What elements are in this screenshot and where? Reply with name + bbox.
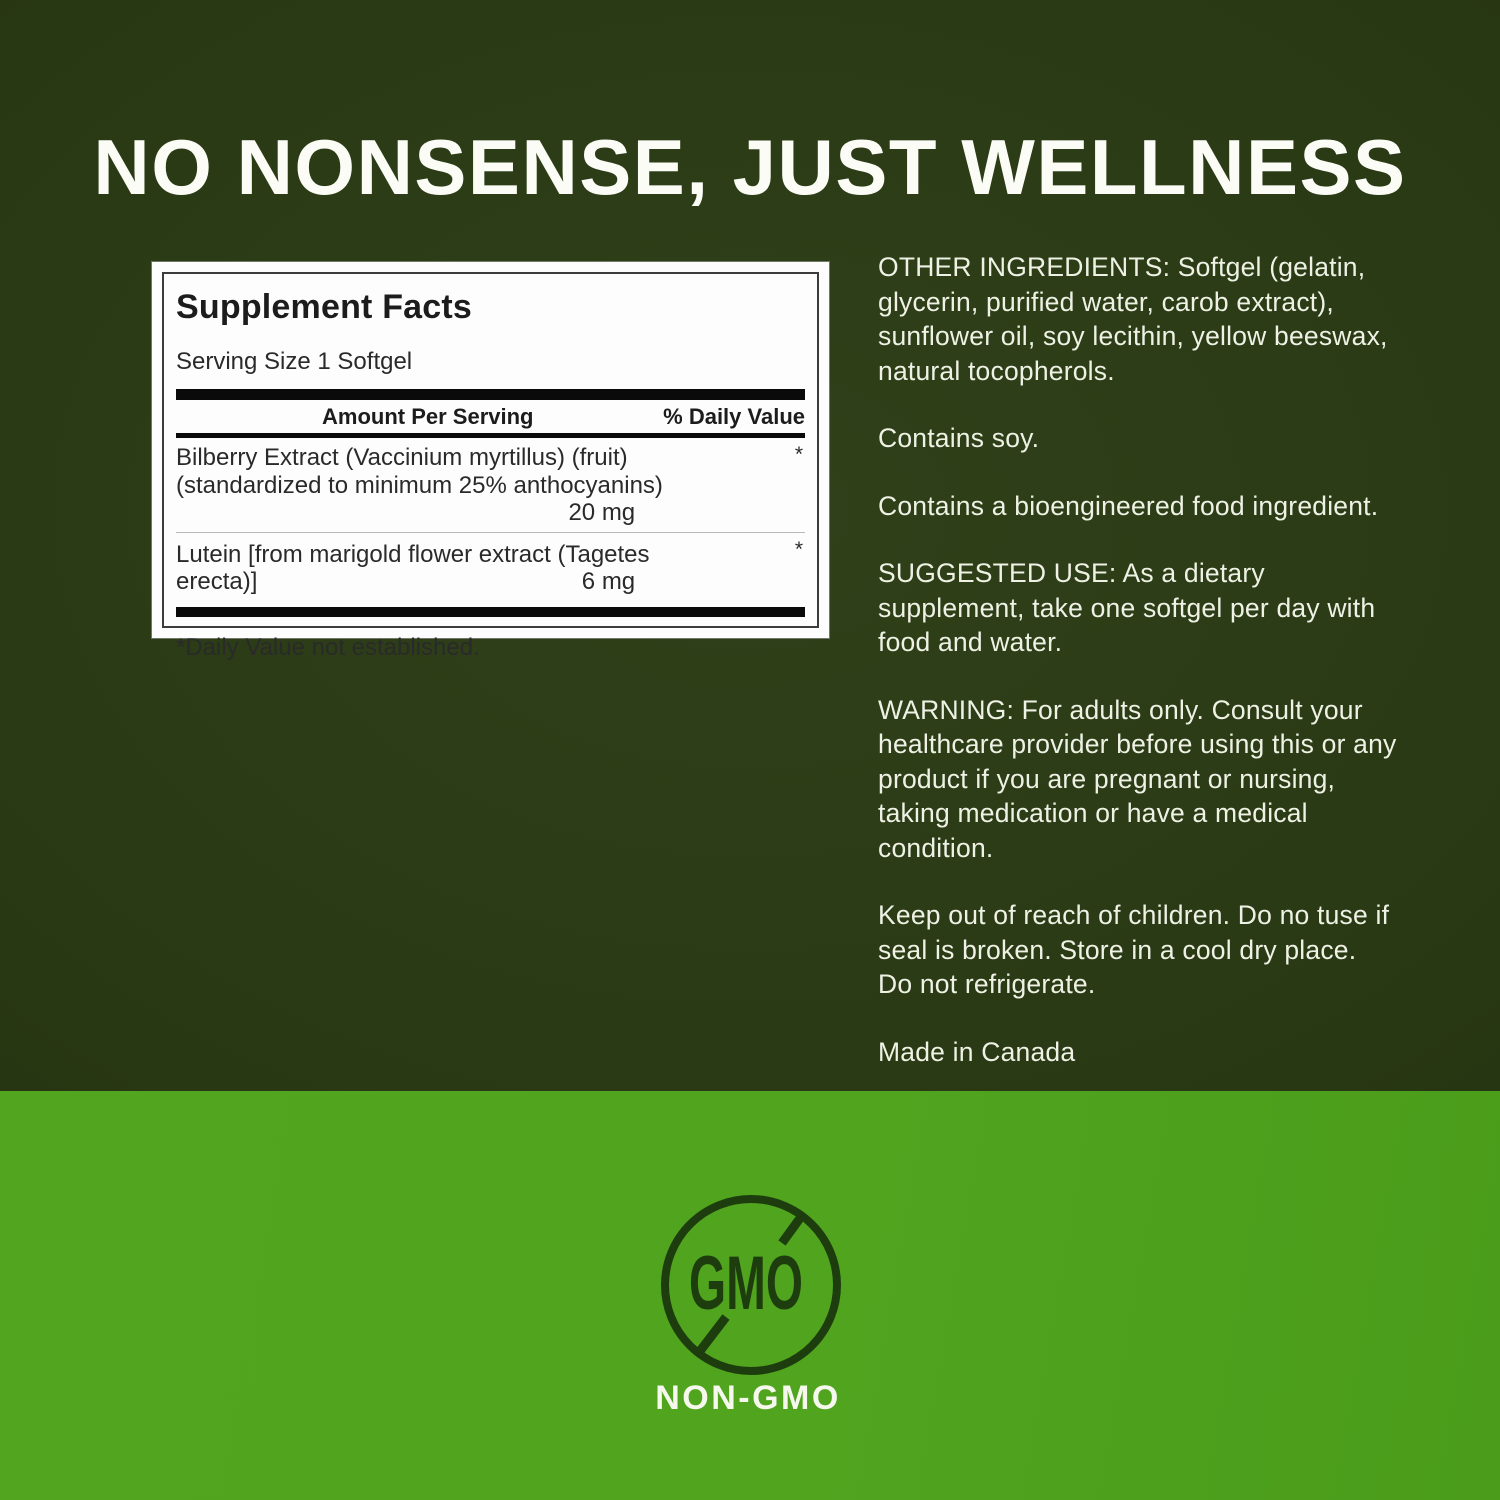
- non-gmo-label: NON-GMO: [655, 1379, 841, 1417]
- table-divider-thick-bottom: [176, 607, 805, 617]
- storage-text: Keep out of reach of children. Do no tuse if seal is broken. Store in a cool dry place. Do not refrigerate.: [878, 900, 1390, 999]
- daily-value-asterisk: *: [794, 537, 803, 561]
- ingredient-name-line1: Bilberry Extract (Vaccinium myrtillus) (fruit): [176, 444, 628, 471]
- made-in-canada-text: Made in Canada: [878, 1036, 1076, 1067]
- table-row: [176, 533, 805, 607]
- daily-value-footnote: *Daily Value not established.: [176, 633, 480, 661]
- contains-soy-text: Contains soy.: [878, 423, 1040, 453]
- warning-text: WARNING: For adults only. Consult your healthcare provider before using this or any product if you are pregnant or nursing, taking medication or have a medical condition.: [878, 694, 1397, 863]
- ingredient-name-line2: erecta)]: [176, 568, 258, 595]
- info-column: [878, 250, 1398, 1102]
- daily-value-asterisk: *: [794, 443, 803, 466]
- suggested-use-text: SUGGESTED USE: As a dietary supplement, take one softgel per day with food and water.: [878, 558, 1376, 657]
- column-header-daily-value: % Daily Value: [663, 404, 805, 429]
- table-divider-thick-top: [176, 389, 805, 400]
- supplement-facts-heading: Supplement Facts: [176, 288, 473, 326]
- serving-size: Serving Size 1 Softgel: [176, 348, 413, 375]
- ingredient-name-line2: (standardized to minimum 25% anthocyanins): [176, 471, 663, 499]
- gmo-icon-text: GMO: [689, 1241, 803, 1326]
- column-header-amount: Amount Per Serving: [322, 404, 534, 429]
- other-ingredients-text: OTHER INGREDIENTS: Softgel (gelatin, glycerin, purified water, carob extract), sunflower oil, soy lecithin, yellow beeswax, natural tocopherols.: [878, 252, 1388, 386]
- ingredient-amount: 6 mg: [581, 568, 636, 595]
- ingredient-amount: 20 mg: [568, 499, 636, 526]
- table-header-row: [176, 400, 805, 433]
- supplement-facts-panel: [152, 262, 829, 661]
- bioengineered-text: Contains a bioengineered food ingredient.: [878, 490, 1379, 521]
- table-row: [176, 438, 805, 533]
- gmo-icon: [656, 1190, 846, 1380]
- supplement-facts-inner: [162, 272, 819, 661]
- page-title: NO NONSENSE, JUST WELLNESS: [93, 123, 1407, 211]
- ingredient-name-line1: Lutein [from marigold flower extract (Tagetes: [176, 540, 650, 568]
